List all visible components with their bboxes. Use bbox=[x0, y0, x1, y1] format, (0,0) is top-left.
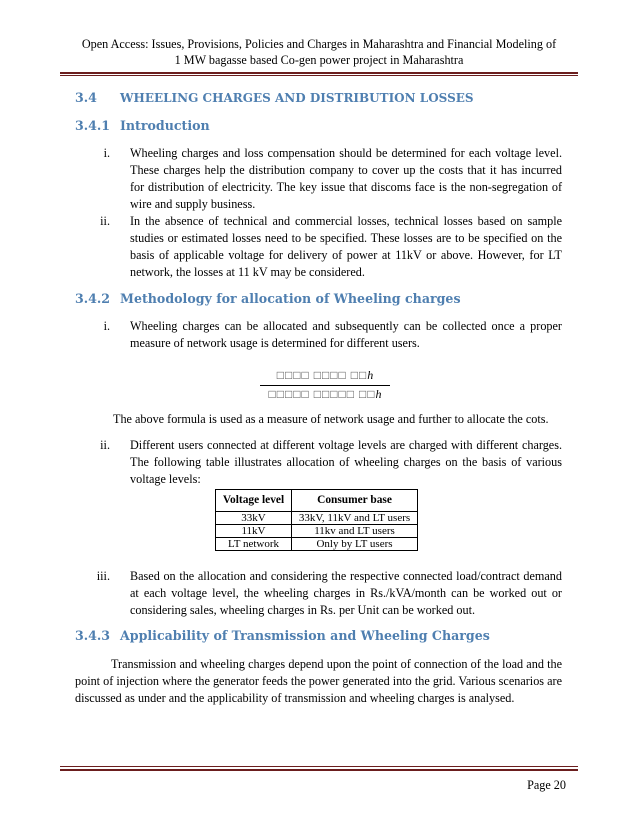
section-title: WHEELING CHARGES AND DISTRIBUTION LOSSES bbox=[120, 91, 474, 105]
formula-denominator: □□□□□ □□□□□ □□h bbox=[268, 387, 382, 401]
usage-formula bbox=[260, 368, 390, 403]
footer-rule-thick bbox=[60, 769, 578, 771]
section-number: 3.4 bbox=[75, 90, 97, 105]
section-title: Introduction bbox=[120, 118, 210, 133]
section-heading-3-4 bbox=[75, 90, 474, 105]
section-number: 3.4.1 bbox=[75, 118, 111, 133]
table-cell: 11kv and LT users bbox=[292, 525, 418, 538]
header-rule-thick bbox=[60, 72, 578, 74]
section-number: 3.4.3 bbox=[75, 628, 111, 643]
table-cell: Only by LT users bbox=[292, 538, 418, 551]
table-header-cell: Consumer base bbox=[292, 490, 418, 512]
formula-note: The above formula is used as a measure of network usage and further to allocate the cots. bbox=[113, 412, 549, 426]
table-row bbox=[216, 512, 418, 525]
header-rule-thin bbox=[60, 75, 578, 76]
section-heading-3-4-1 bbox=[75, 118, 210, 133]
table-cell: 33kV, 11kV and LT users bbox=[292, 512, 418, 525]
table-row bbox=[216, 525, 418, 538]
list-item-marker: i. bbox=[103, 319, 110, 333]
list-item-text: Wheeling charges can be allocated and subsequently can be collected once a proper measure of network usage is determined for different users. bbox=[130, 319, 562, 350]
list-item-text: Based on the allocation and considering the respective connected load/contract demand at each voltage level, the wheeling charges in Rs./kVA/month can be worked out or considering sales, wheeling charges in Rs. per Unit can be worked out. bbox=[130, 569, 562, 617]
section-heading-3-4-3 bbox=[75, 628, 490, 643]
list-item-marker: iii. bbox=[96, 569, 110, 583]
voltage-table bbox=[215, 489, 418, 551]
footer-rule-thin bbox=[60, 766, 578, 767]
list-item-marker: ii. bbox=[100, 214, 110, 228]
section-heading-3-4-2 bbox=[75, 291, 461, 306]
list-item-marker: ii. bbox=[100, 438, 110, 452]
table-header-row bbox=[216, 490, 418, 512]
body-paragraph: Transmission and wheeling charges depend upon the point of connection of the load and the point of injection where the generator feeds the power generated into the grid. Various scenarios are discussed as under and the applicability of transmission and wheeling charges is analysed. bbox=[75, 657, 562, 705]
section-title: Applicability of Transmission and Wheeling Charges bbox=[120, 628, 490, 643]
table-row bbox=[216, 538, 418, 551]
section-title: Methodology for allocation of Wheeling charges bbox=[120, 291, 461, 306]
list-item-marker: i. bbox=[103, 146, 110, 160]
list-item-text: In the absence of technical and commercial losses, technical losses based on sample studies or estimated losses need to be specified. These losses are to be specified on the basis of applicable voltage for delivery of power at 11kV or above. However, for LT network, the losses at 11 kV may be considered. bbox=[130, 214, 562, 279]
table-header-cell: Voltage level bbox=[216, 490, 292, 512]
formula-numerator: □□□□ □□□□ □□h bbox=[260, 368, 390, 386]
table-cell: 11kV bbox=[216, 525, 292, 538]
running-header bbox=[60, 36, 578, 68]
list-item-text: Different users connected at different voltage levels are charged with different charges. The following table illustrates allocation of wheeling charges on the basis of various voltage levels: bbox=[130, 438, 562, 486]
table-cell: 33kV bbox=[216, 512, 292, 525]
header-line-2: 1 MW bagasse based Co-gen power project in Maharashtra bbox=[174, 53, 464, 67]
list-item-text: Wheeling charges and loss compensation should be determined for each voltage level. These charges help the distribution company to cover up the costs that it has incurred for distribution of electricity. The key issue that discoms face is the non-segregation of wire and supply business. bbox=[130, 146, 562, 211]
table-cell: LT network bbox=[216, 538, 292, 551]
section-number: 3.4.2 bbox=[75, 291, 111, 306]
page-number: Page 20 bbox=[527, 778, 566, 792]
header-line-1: Open Access: Issues, Provisions, Policies and Charges in Maharashtra and Financial Modeling of bbox=[81, 37, 557, 51]
